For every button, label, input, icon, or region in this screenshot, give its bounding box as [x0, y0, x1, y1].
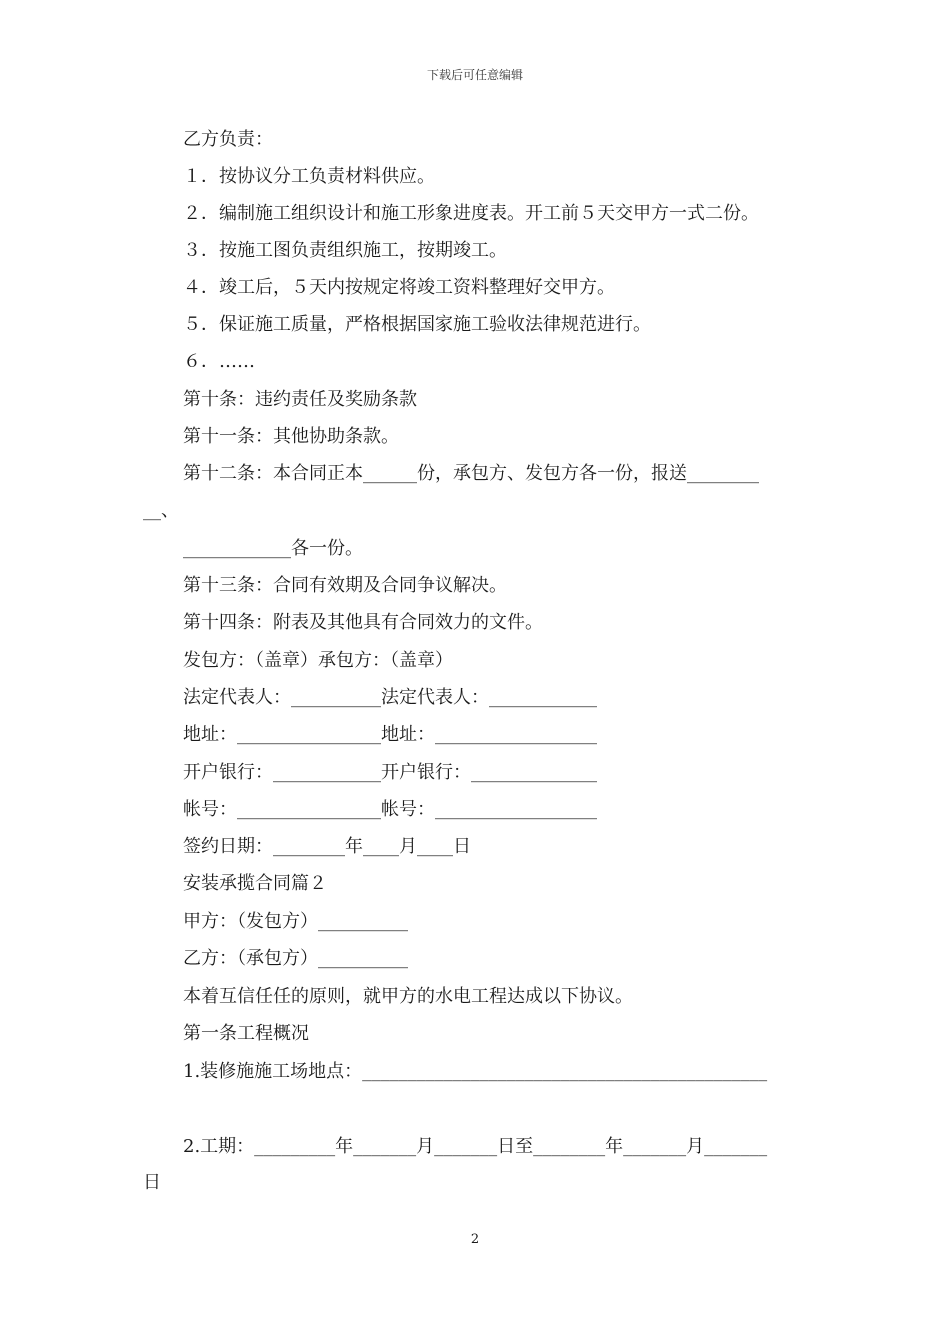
- article-heading: 第十三条：合同有效期及合同争议解决。: [183, 575, 507, 596]
- article-heading: 第一条工程概况: [183, 1023, 309, 1044]
- party-line: 乙方：（承包方）__________: [183, 948, 408, 969]
- signature-line: 签约日期：________年____月____日: [183, 836, 471, 857]
- paragraph-line: ____________各一份。: [183, 538, 363, 559]
- article-heading: 第十一条：其他协助条款。: [183, 426, 399, 447]
- paragraph-line: １．按协议分工负责材料供应。: [183, 166, 435, 187]
- page-number: 2: [470, 1232, 480, 1247]
- paragraph-line: 日: [143, 1172, 161, 1193]
- paragraph-line: 2.工期：_________年_______月_______日至________年_______月_______: [183, 1136, 768, 1157]
- article-heading: 第十四条：附表及其他具有合同效力的文件。: [183, 612, 543, 633]
- article-heading: 第十条：违约责任及奖励条款: [183, 389, 417, 410]
- paragraph-line: 本着互信任任的原则，就甲方的水电工程达成以下协议。: [183, 986, 633, 1007]
- paragraph-line: __、: [143, 500, 179, 521]
- signature-line: 地址：________________地址：__________________: [183, 724, 597, 745]
- signature-line: 发包方：（盖章）承包方：（盖章）: [183, 650, 453, 671]
- paragraph-line: ５．保证施工质量，严格根据国家施工验收法律规范进行。: [183, 314, 651, 335]
- party-line: 甲方：（发包方）__________: [183, 911, 408, 932]
- paragraph-line: ２．编制施工组织设计和施工形象进度表。开工前５天交甲方一式二份。: [183, 203, 759, 224]
- signature-line: 法定代表人：__________法定代表人：____________: [183, 687, 597, 708]
- paragraph-line: ４．竣工后，５天内按规定将竣工资料整理好交甲方。: [183, 277, 615, 298]
- paragraph-line: ６．……: [183, 351, 255, 372]
- article-heading: 第十二条：本合同正本______份，承包方、发包方各一份，报送________: [183, 463, 759, 484]
- document-header-note: 下载后可任意编辑: [426, 68, 523, 82]
- signature-line: 开户银行：____________开户银行：______________: [183, 762, 597, 783]
- paragraph-line: ３．按施工图负责组织施工，按期竣工。: [183, 240, 507, 261]
- section-title: 安装承揽合同篇２: [183, 873, 327, 894]
- paragraph-line: 乙方负责：: [183, 129, 273, 150]
- signature-line: 帐号：________________帐号：__________________: [183, 799, 597, 820]
- paragraph-line: 1.装修施施工场地点：_____________________________________________: [183, 1061, 768, 1082]
